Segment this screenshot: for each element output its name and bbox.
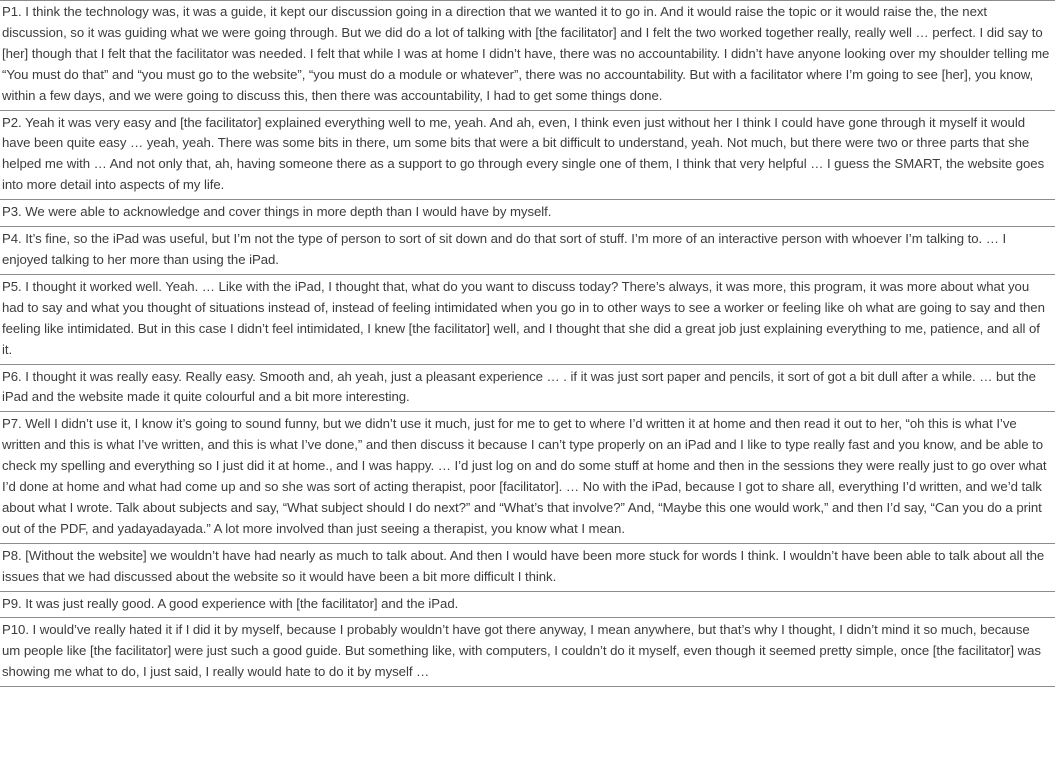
quote-row-p6: P6. I thought it was really easy. Really easy. Smooth and, ah yeah, just a pleasant experience … . if it was just sort paper and pencils, it sort of got a bit dull after a while. … but the iPad and the website made it quite colourful and a bit more interesting. — [0, 365, 1055, 413]
quote-row-p1: P1. I think the technology was, it was a guide, it kept our discussion going in a direction that we wanted it to go in. And it would raise the topic or it would raise the, the next discussion, so it was guiding what we were going through. But we did do a lot of talking with [the facilitator] and I felt the two worked together really, really well … perfect. I did say to [her] though that I felt that the facilitator was needed. I felt that while I was at home I didn’t have, there was no accountability. I didn’t have anyone looking over my shoulder telling me “You must do that” and “you must go to the website”, “you must do a module or whatever”, there was no accountability. But with a facilitator where I’m going to see [her], you know, within a few days, and we were going to discuss this, then there was accountability, I had to get some things done. — [0, 1, 1055, 111]
quote-row-p2: P2. Yeah it was very easy and [the facilitator] explained everything well to me, yeah. And ah, even, I think even just without her I think I could have gone through it myself it would have been quite easy … yeah, yeah. There was some bits in there, um some bits that were a bit difficult to understand, yeah. Not much, but there were two or three parts that she helped me with … And not only that, ah, having someone there as a support to go through every single one of them, I think that very helpful … I guess the SMART, the website goes into more detail into aspects of my life. — [0, 111, 1055, 201]
quote-row-p8: P8. [Without the website] we wouldn’t have had nearly as much to talk about. And then I would have been more stuck for words I think. I wouldn’t have been able to talk about all the issues that we had discussed about the website so it would have been a bit more difficult I think. — [0, 544, 1055, 592]
quote-row-p3: P3. We were able to acknowledge and cover things in more depth than I would have by myself. — [0, 200, 1055, 227]
quote-row-p7: P7. Well I didn’t use it, I know it’s going to sound funny, but we didn’t use it much, just for me to get to where I’d written it at home and then read it out to her, “oh this is what I’ve written and this is what I’ve written, and this is what I’ve done,” and then discuss it because I can’t type properly on an iPad and I like to type really fast and you know, and be able to check my spelling and everything so I just did it at home., and I was happy. … I’d just log on and do some stuff at home and then in the sessions they were really just to go over what I’d done at home and what had come up and so she was sort of acting therapist, poor [facilitator]. … No with the iPad, because I got to share all, everything I’d written, and we’d talk about what I wrote. Talk about subjects and say, “What subject should I do next?” and “What’s that involve?” And, “Maybe this one would work,” and then I’d say, “Can you do a print out of the PDF, and yadayadayada.” A lot more involved than just seeing a therapist, you know what I mean. — [0, 412, 1055, 543]
quote-row-p10: P10. I would’ve really hated it if I did it by myself, because I probably wouldn’t have got there anyway, I mean anywhere, but that’s why I thought, I didn’t mind it so much, because um people like [the facilitator] were just such a good guide. But something like, with computers, I couldn’t do it myself, even though it seemed pretty simple, once [the facilitator] was showing me what to do, I just said, I really would hate to do it by myself … — [0, 618, 1055, 687]
quote-row-p9: P9. It was just really good. A good experience with [the facilitator] and the iPad. — [0, 592, 1055, 619]
quote-row-p4: P4. It’s fine, so the iPad was useful, but I’m not the type of person to sort of sit down and do that sort of stuff. I’m more of an interactive person with whoever I’m talking to. … I enjoyed talking to her more than using the iPad. — [0, 227, 1055, 275]
quote-row-p5: P5. I thought it worked well. Yeah. … Like with the iPad, I thought that, what do you want to discuss today? There’s always, it was more, this program, it was more about what you had to say and what you thought of situations instead of, instead of feeling intimidated when you go in to other ways to see a worker or feeling like oh what are going to say and then feeling like intimidated. But in this case I didn’t feel intimidated, I knew [the facilitator] well, and I thought that she did a great job just explaining everything to me, patience, and all of it. — [0, 275, 1055, 365]
